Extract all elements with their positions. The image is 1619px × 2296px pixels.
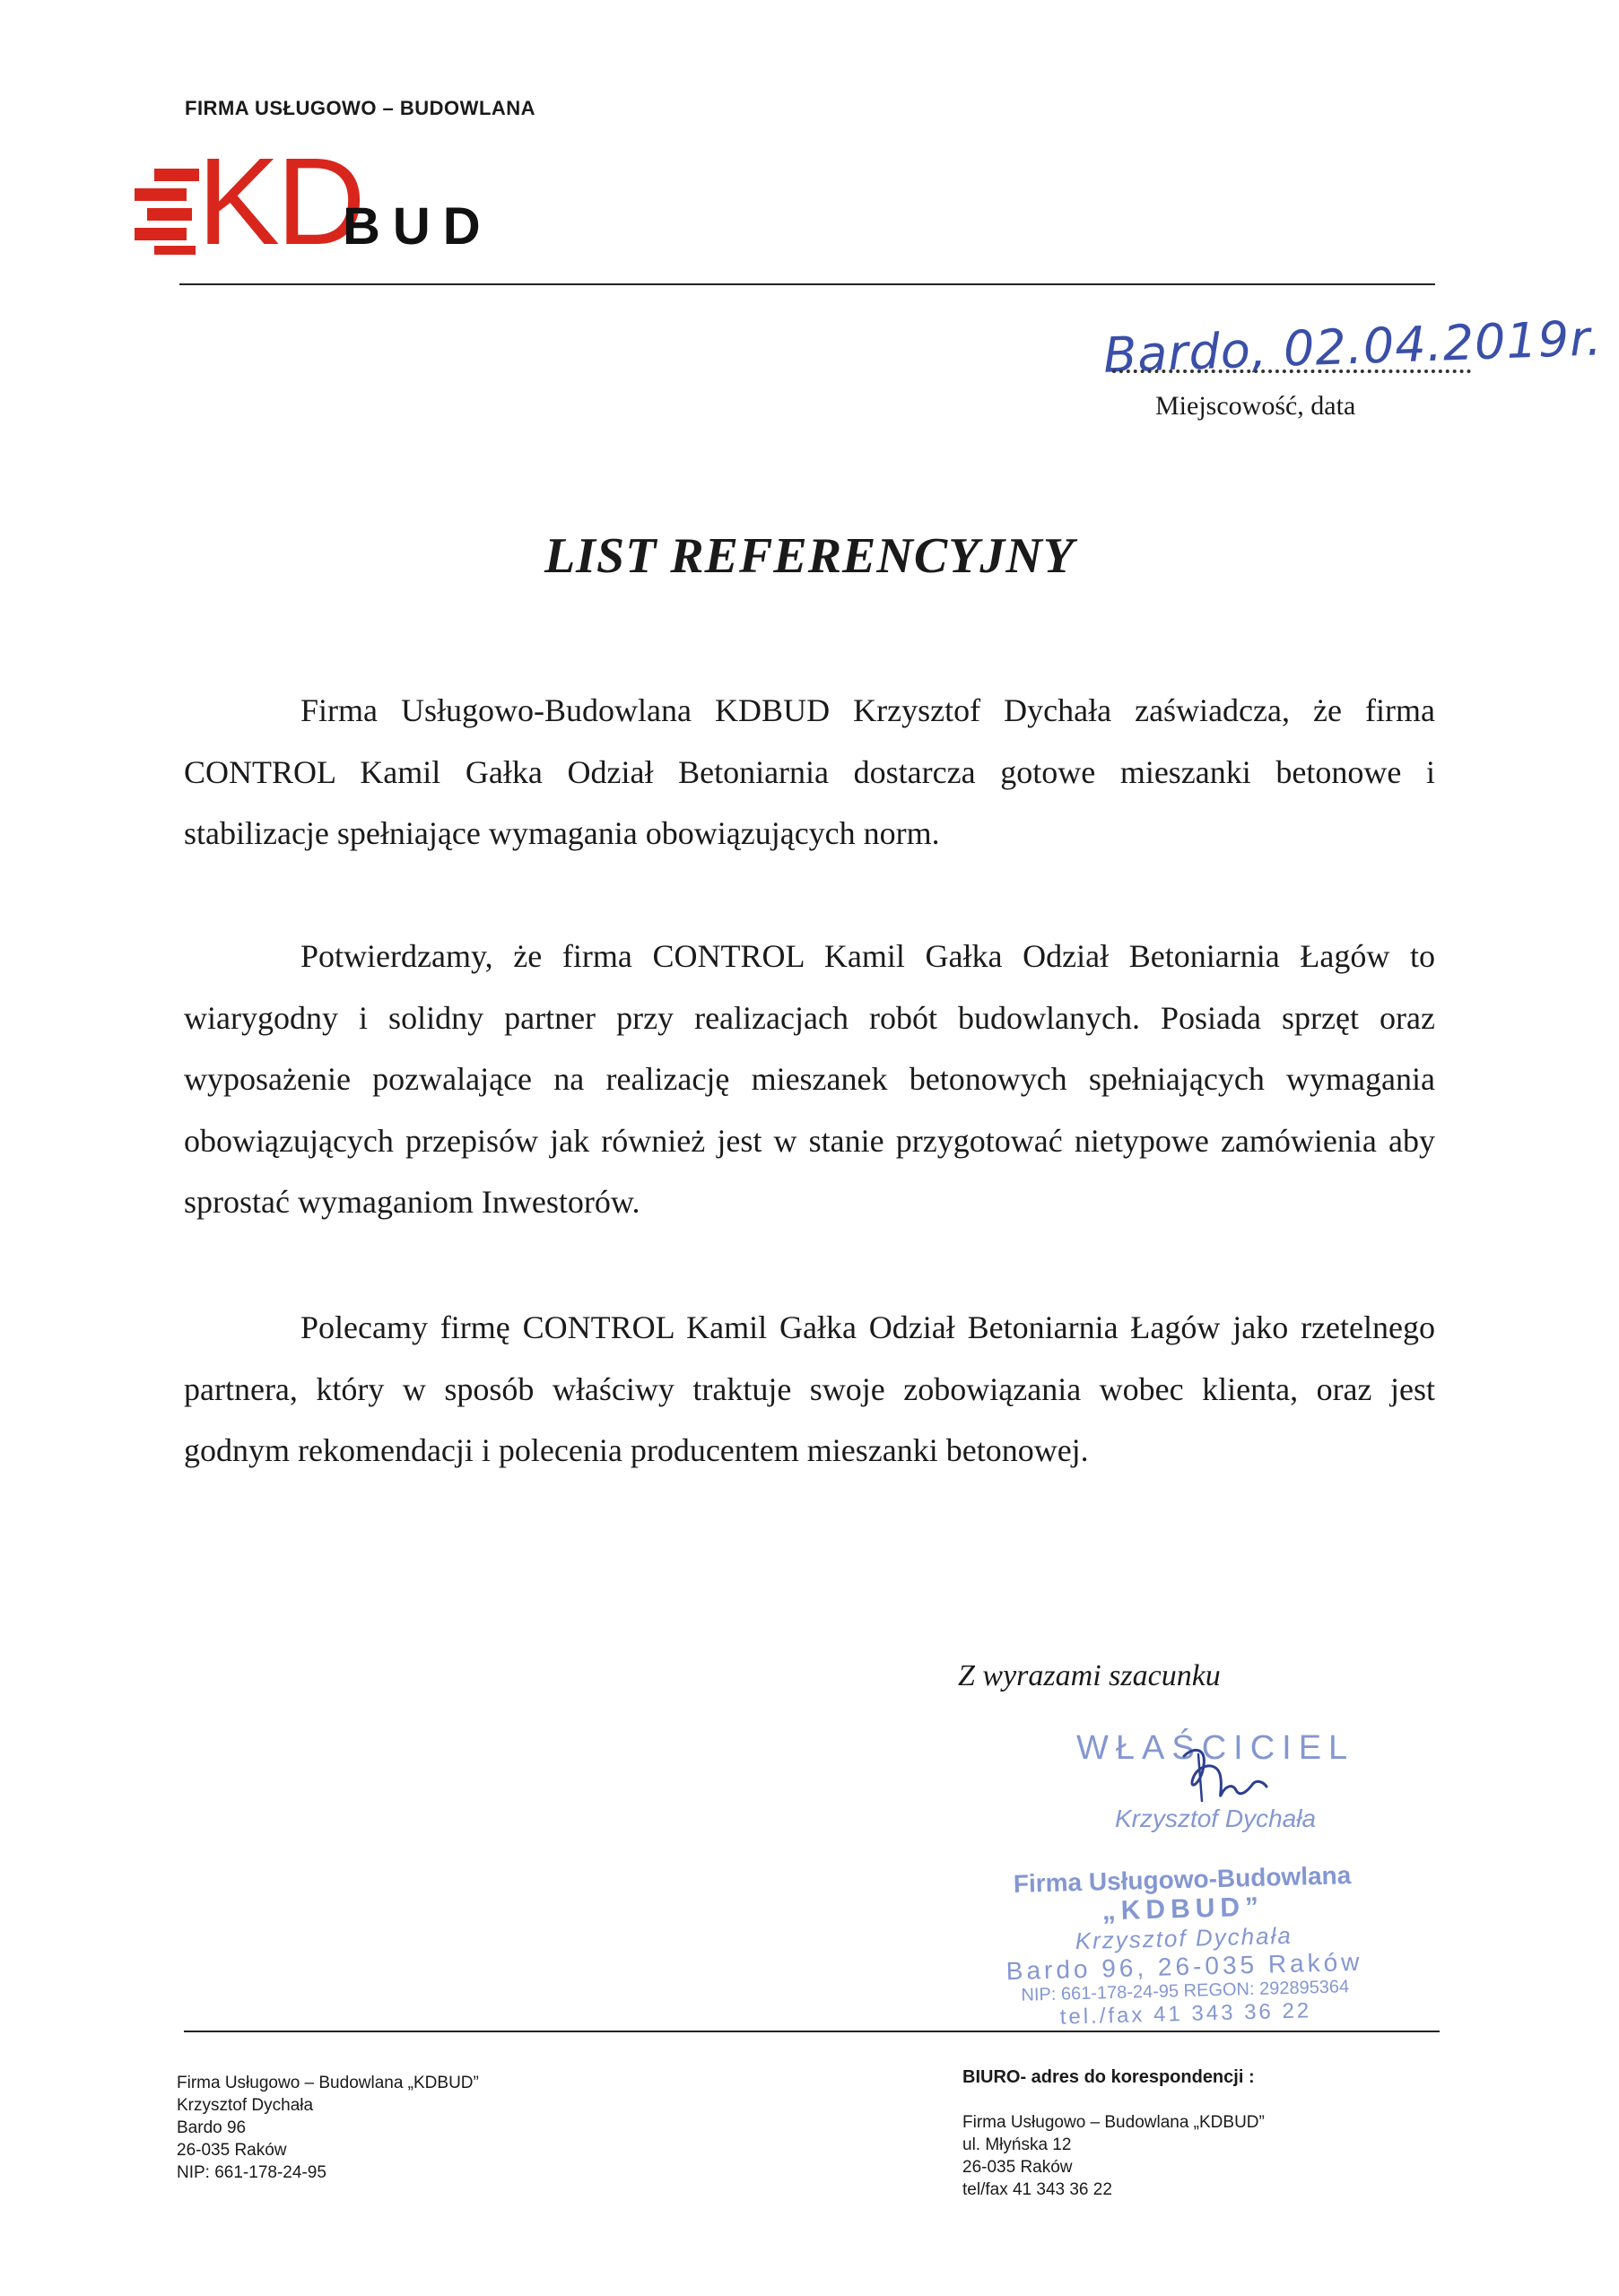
company-stamp bbox=[994, 1861, 1375, 2032]
footer-line: Firma Usługowo – Budowlana „KDBUD” bbox=[177, 2074, 479, 2092]
logo-bud-text: BUD bbox=[343, 197, 493, 256]
footer-office-heading: BIURO- adres do korespondencji : bbox=[962, 2067, 1255, 2087]
footer-line: Firma Usługowo – Budowlana „KDBUD” bbox=[962, 2113, 1265, 2132]
company-stamp-line: Firma Usługowo-Budowlana bbox=[1013, 1861, 1352, 1898]
owner-stamp-name: Krzysztof Dychała bbox=[1114, 1805, 1317, 1832]
company-stamp-line: Bardo 96, 26-035 Raków bbox=[1005, 1947, 1363, 1986]
signature-icon bbox=[1166, 1738, 1283, 1819]
footer-line: 26-035 Raków bbox=[962, 2158, 1073, 2177]
footer-line: NIP: 661-178-24-95 bbox=[177, 2163, 326, 2182]
header-divider bbox=[179, 283, 1435, 285]
document-title: LIST REFERENCYJNY bbox=[544, 528, 1075, 584]
company-stamp-line: „KDBUD” bbox=[1101, 1892, 1265, 1926]
body-paragraph: Firma Usługowo-Budowlana KDBUD Krzysztof Dychała zaświadcza, że firma CONTROL Kamil Gałka Odział Betoniarnia dostarcza gotowe mieszanki betonowe i stabilizacje spełniające wymagania obowiązujących norm. bbox=[184, 692, 1435, 851]
closing-phrase: Z wyrazami szacunku bbox=[958, 1659, 1221, 1692]
logo-kd-text: KD bbox=[197, 133, 362, 271]
footer-office-address bbox=[962, 2066, 1265, 2201]
kdbud-logo bbox=[135, 133, 511, 271]
body-paragraph: Polecamy firmę CONTROL Kamil Gałka Odział Betoniarnia Łagów jako rzetelnego partnera, który w sposób właściwy traktuje swoje zobowiązania wobec klienta, oraz jest godnym rekomendacji i polecenia producentem mieszanki betonowej. bbox=[184, 1309, 1435, 1468]
company-stamp-line: NIP: 661-178-24-95 REGON: 292895364 bbox=[1021, 1977, 1350, 2005]
date-label: Miejscowość, data bbox=[1155, 391, 1356, 421]
logo-bars-icon bbox=[135, 169, 199, 255]
footer-line: ul. Młyńska 12 bbox=[962, 2135, 1072, 2154]
firm-type-heading: FIRMA USŁUGOWO – BUDOWLANA bbox=[185, 97, 536, 119]
footer-divider bbox=[184, 2031, 1440, 2032]
footer-line: Krzysztof Dychała bbox=[177, 2096, 314, 2115]
handwritten-date: Bardo, 02.04.2019r. bbox=[1102, 309, 1604, 384]
footer-line: 26-035 Raków bbox=[177, 2141, 287, 2160]
date-dotted-line bbox=[1112, 370, 1471, 373]
company-stamp-line: tel./fax 41 343 36 22 bbox=[1059, 1998, 1312, 2030]
company-stamp-line: Krzysztof Dychała bbox=[1075, 1921, 1293, 1955]
footer-line: tel/fax 41 343 36 22 bbox=[962, 2180, 1112, 2199]
footer-company-address bbox=[177, 2072, 479, 2184]
owner-stamp-title: WŁAŚCICIEL bbox=[1076, 1729, 1355, 1767]
footer-line: Bardo 96 bbox=[177, 2118, 247, 2137]
body-paragraph: Potwierdzamy, że firma CONTROL Kamil Gałka Odział Betoniarnia Łagów to wiarygodny i solidny partner przy realizacjach robót budowlanych. Posiada sprzęt oraz wyposażenie pozwalające na realizację mieszanek betonowych spełniających wymagania obowiązujących przepisów jak również jest w stanie przygotować nietypowe zamówienia aby sprostać wymaganiom Inwestorów. bbox=[184, 938, 1435, 1220]
